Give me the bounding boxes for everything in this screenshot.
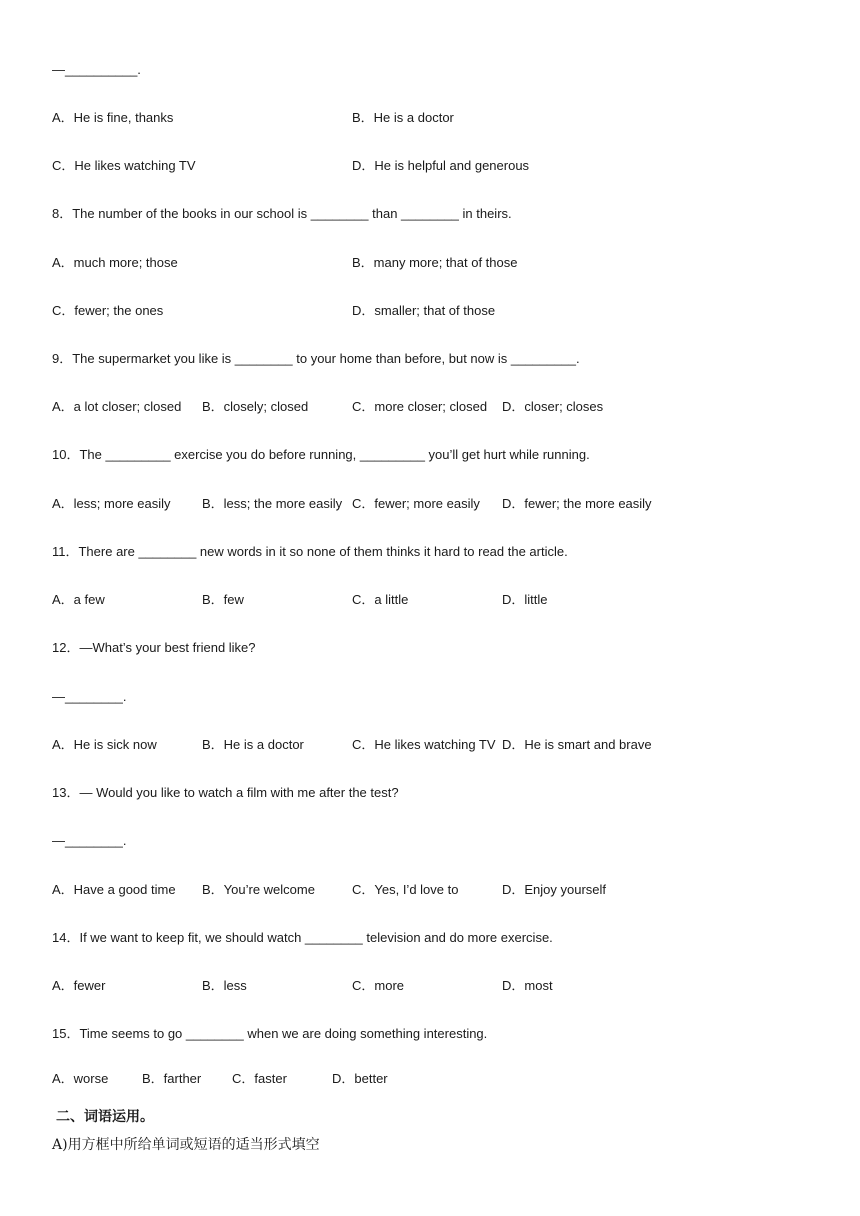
q13-option-a: A．Have a good time xyxy=(52,882,176,897)
section-subheading: A)用方框中所给单词或短语的适当形式填空 xyxy=(52,1137,320,1153)
q8-option-d: D．smaller; that of those xyxy=(352,303,496,318)
q15-option-b: B．farther xyxy=(142,1071,202,1086)
q7-option-b: B．He is a doctor xyxy=(352,110,454,125)
q10-option-a: A．less; more easily xyxy=(52,496,171,511)
q10-option-d: D．fewer; the more easily xyxy=(502,496,652,511)
q12-option-d: D．He is smart and brave xyxy=(502,737,652,752)
q8-option-c: C．fewer; the ones xyxy=(52,303,164,318)
section-heading: 二、词语运用。 xyxy=(56,1109,154,1125)
q10-stem: 10．The _________ exercise you do before running, _________ you’ll get hurt while running. xyxy=(52,447,590,462)
q11-option-b: B．few xyxy=(202,592,244,607)
q12-option-b: B．He is a doctor xyxy=(202,737,304,752)
q11-option-a: A．a few xyxy=(52,592,105,607)
q7-answer-line: —__________. xyxy=(52,62,141,77)
q13-stem: 13．— Would you like to watch a film with me after the test? xyxy=(52,785,399,800)
q11-option-d: D．little xyxy=(502,592,548,607)
q9-option-c: C．more closer; closed xyxy=(352,399,488,414)
q15-option-d: D．better xyxy=(332,1071,388,1086)
q9-option-b: B．closely; closed xyxy=(202,399,309,414)
q13-option-d: D．Enjoy yourself xyxy=(502,882,607,897)
q8-option-a: A．much more; those xyxy=(52,255,178,270)
q9-option-a: A．a lot closer; closed xyxy=(52,399,182,414)
q13-option-c: C．Yes, I’d love to xyxy=(352,882,459,897)
q14-option-c: C．more xyxy=(352,978,405,993)
q10-option-b: B．less; the more easily xyxy=(202,496,343,511)
q15-option-a: A．worse xyxy=(52,1071,109,1086)
q12-stem: 12．—What’s your best friend like? xyxy=(52,640,256,655)
q11-stem: 11．There are ________ new words in it so none of them thinks it hard to read the article. xyxy=(52,544,568,559)
q9-option-d: D．closer; closes xyxy=(502,399,604,414)
q8-option-b: B．many more; that of those xyxy=(352,255,518,270)
q14-stem: 14．If we want to keep fit, we should watch ________ television and do more exercise. xyxy=(52,930,553,945)
q11-option-c: C．a little xyxy=(352,592,409,607)
q13-option-b: B．You’re welcome xyxy=(202,882,315,897)
q15-stem: 15．Time seems to go ________ when we are doing something interesting. xyxy=(52,1026,488,1041)
q14-option-d: D．most xyxy=(502,978,553,993)
q12-option-c: C．He likes watching TV xyxy=(352,737,496,752)
q8-stem: 8．The number of the books in our school is ________ than ________ in theirs. xyxy=(52,206,512,221)
q15-option-c: C．faster xyxy=(232,1071,287,1086)
q13-answer-line: —________. xyxy=(52,833,127,848)
q12-answer-line: —________. xyxy=(52,689,127,704)
q9-stem: 9．The supermarket you like is ________ to your home than before, but now is _________. xyxy=(52,351,580,366)
q10-option-c: C．fewer; more easily xyxy=(352,496,480,511)
q7-option-d: D．He is helpful and generous xyxy=(352,158,530,173)
q7-option-c: C．He likes watching TV xyxy=(52,158,196,173)
q14-option-a: A．fewer xyxy=(52,978,106,993)
q12-option-a: A．He is sick now xyxy=(52,737,157,752)
q14-option-b: B．less xyxy=(202,978,247,993)
q7-option-a: A．He is fine, thanks xyxy=(52,110,174,125)
